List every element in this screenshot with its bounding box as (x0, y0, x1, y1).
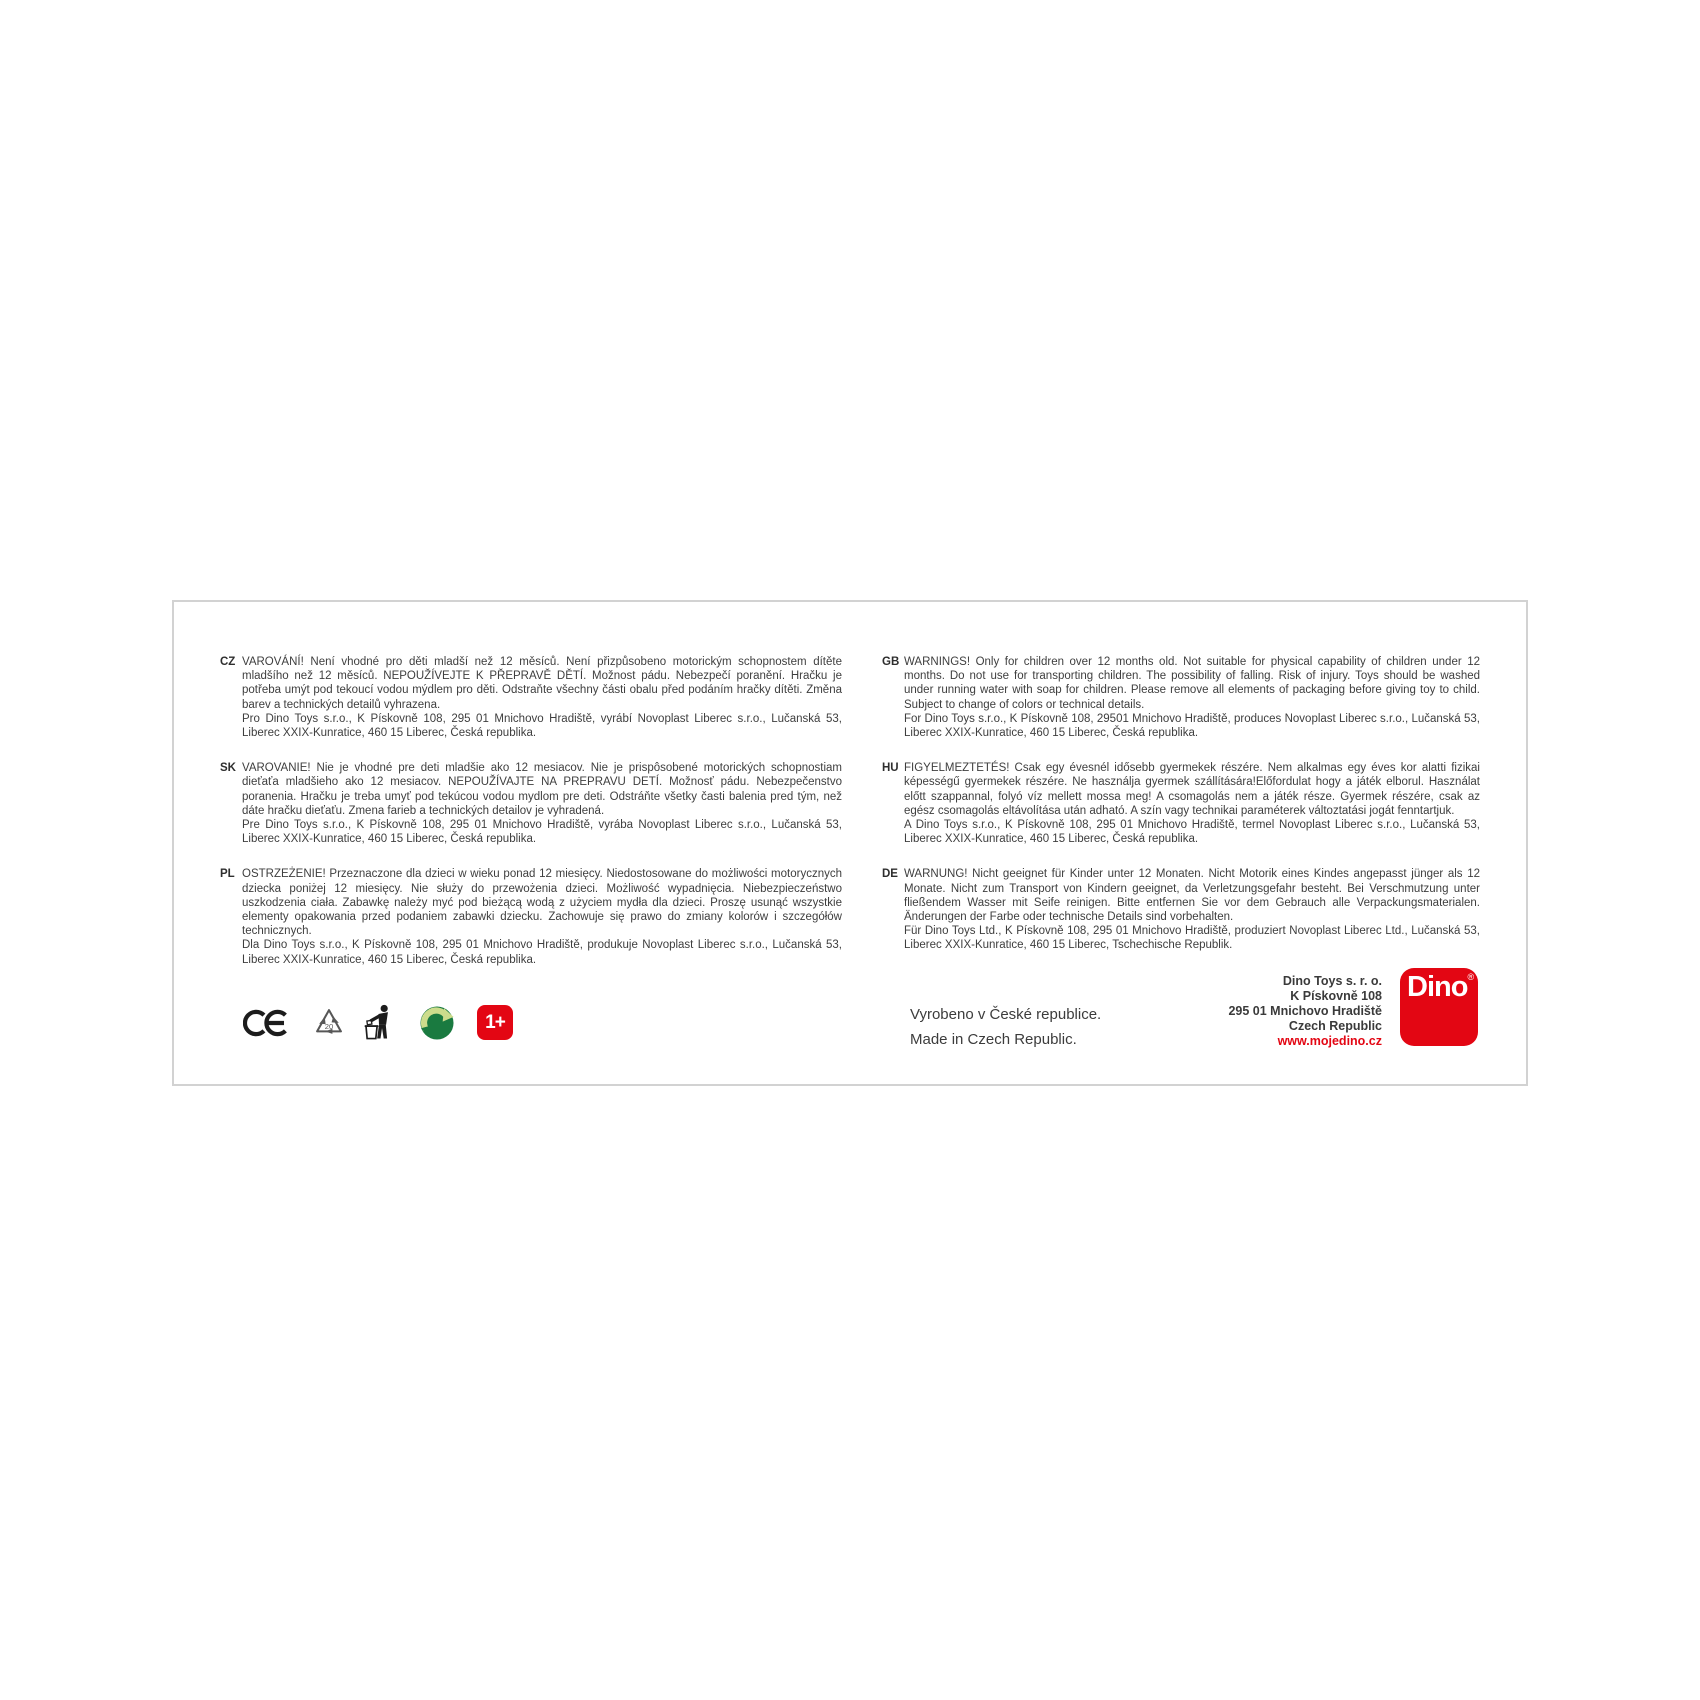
lang-code-sk: SK (220, 762, 236, 775)
made-in-line-en: Made in Czech Republic. (910, 1031, 1077, 1048)
recycling-symbol-icon (312, 1004, 346, 1040)
lang-text-hu (904, 761, 1480, 846)
lang-text-gb (904, 655, 1480, 740)
warning-text-hu: FIGYELMEZTETÉS! Csak egy évesnél idősebb gyermekek részére. Nem alkalmas egy éves kor alatti fizikai képességű gyermekek részére. Ne használja gyermek szállítására!Előfordulat hogy a játék elborul. Használat előtt szappannal, folyó víz mellett mossa meg! A csomagolás nem a játék része. Gyermek részére, csak az egész csomagolás eltávolítása után adható. A szín vagy technikai paraméterek változtatási jogát fenntartjuk. (904, 762, 1480, 817)
age-badge: 1+ (477, 1005, 513, 1040)
green-dot-icon (420, 1006, 454, 1040)
language-column-left (220, 655, 842, 988)
company-country: Czech Republic (1288, 1019, 1382, 1033)
company-name: Dino Toys s. r. o. (1282, 974, 1382, 988)
lang-text-de (904, 867, 1480, 952)
lang-block-pl (220, 867, 842, 966)
lang-code-gb: GB (882, 656, 900, 668)
recycle-code: 20 (324, 1022, 334, 1032)
dino-logo (1400, 968, 1478, 1046)
address-text-cz: Pro Dino Toys s.r.o., K Pískovně 108, 295 01 Mnichovo Hradiště, vyrábí Novoplast Liberec s.r.o., Lučanská 53, Liberec XXIX-Kunratice, 460 15 Liberec, Česká republika. (242, 712, 842, 740)
made-in-line-cz: Vyrobeno v České republice. (910, 1006, 1102, 1023)
lang-block-cz (220, 655, 842, 740)
warning-label-panel (172, 600, 1528, 1086)
registered-trademark-icon: ® (1467, 972, 1475, 982)
lang-block-gb (882, 655, 1480, 740)
lang-block-hu (882, 761, 1480, 846)
company-city: 295 01 Mnichovo Hradiště (1228, 1004, 1382, 1018)
warning-text-de: WARNUNG! Nicht geeignet für Kinder unter 12 Monaten. Nicht Motorik eines Kindes angepasst jünger als 12 Monate. Nicht zum Transport von Kindern geeignet, da Verletzungsgefahr besteht. Bei Verschmutzung unter fließendem Wasser mit Seife reinigen. Bitte entfernen Sie vor dem Gebrauch alle Verpackungsmaterialen. Änderungen der Farbe oder technische Details sind vorbehalten. (904, 868, 1480, 924)
lang-code-cz: CZ (220, 656, 236, 668)
lang-code-de: DE (882, 868, 898, 881)
lang-block-sk (220, 761, 842, 846)
warning-text-cz: VAROVÁNÍ! Není vhodné pro děti mladší než 12 měsíců. Není přizpůsobeno motorickým schopnostem dítěte mladšího než 12 měsíců. NEPOUŽÍVEJTE K PŘEPRAVĚ DĚTÍ. Možnost pádu. Nebezpečí poranění. Hračku je potřeba umýt pod tekoucí vodou mýdlem pro děti. Odstraňte všechny části obalu před podáním hračky dítěti. Změna barev a technických detailů vyhrazena. (242, 656, 842, 711)
address-text-pl: Dla Dino Toys s.r.o., K Pískovně 108, 295 01 Mnichovo Hradiště, produkuje Novoplast Liberec s.r.o., Lučanská 53, Liberec XXIX-Kunratice, 460 15 Liberec, Česká republika. (242, 939, 842, 966)
dino-logo-text: Dino (1407, 971, 1468, 1003)
company-address (1182, 974, 1382, 1049)
lang-text-sk (242, 761, 842, 846)
address-text-de: Für Dino Toys Ltd., K Pískovně 108, 295 01 Mnichovo Hradiště, produziert Novoplast Liberec Ltd., Lučanská 53, Liberec XXIX-Kunratice, 460 15 Liberec, Tschechische Republik. (904, 925, 1480, 952)
address-text-sk: Pre Dino Toys s.r.o., K Pískovně 108, 295 01 Mnichovo Hradiště, vyrába Novoplast Liberec s.r.o., Lučanská 53, Liberec XXIX-Kunratice, 460 15 Liberec, Česká republika. (242, 819, 842, 846)
lang-text-cz (242, 655, 842, 740)
lang-code-hu: HU (882, 762, 899, 775)
company-street: K Pískovně 108 (1290, 989, 1382, 1003)
address-text-gb: For Dino Toys s.r.o., K Pískovně 108, 29501 Mnichovo Hradiště, produces Novoplast Liberec s.r.o., Lučanská 53, Liberec XXIX-Kunratice, 460 15 Liberec, Česká republika. (904, 712, 1480, 740)
warning-text-sk: VAROVANIE! Nie je vhodné pre deti mladšie ako 12 mesiacov. Nie je prispôsobené motorických schopnostiam dieťaťa mladšieho ako 12 mesiacov. NEPOUŽÍVAJTE NA PREPRAVU DETÍ. Možnosť pádu. Nebezpečenstvo poranenia. Hračku je treba umyť pod tekúcou vodou mydlom pre deti. Odstráňte všetky časti balenia pred tým, než dáte hračku dieťaťu. Zmena farieb a technických detailov je vyhradená. (242, 762, 842, 817)
made-in-text (910, 1002, 1101, 1052)
address-text-hu: A Dino Toys s.r.o., K Pískovně 108, 295 01 Mnichovo Hradiště, termel Novoplast Liberec s.r.o., Lučanská 53, Liberec XXIX-Kunratice, 460 15 Liberec, Česká republika. (904, 819, 1480, 846)
language-column-right (882, 655, 1480, 974)
tidyman-icon (363, 1003, 395, 1041)
company-website: www.mojedino.cz (1277, 1034, 1382, 1048)
ce-mark-icon (243, 1005, 289, 1041)
lang-text-pl (242, 867, 842, 966)
warning-text-gb: WARNINGS! Only for children over 12 months old. Not suitable for physical capability of children under 12 months. Do not use for transporting children. The possibility of falling. Risk of injury. Toys should be washed under running water with soap for children. Please remove all elements of packaging before giving toy to child. Subject to change of colors or technical details. (904, 656, 1480, 711)
lang-code-pl: PL (220, 868, 235, 881)
lang-block-de (882, 867, 1480, 952)
warning-text-pl: OSTRZEŻENIE! Przeznaczone dla dzieci w wieku ponad 12 miesięcy. Niedostosowane do możliwości motorycznych dziecka poniżej 12 miesięcy. Nie służy do przewożenia dzieci. Możliwość wypadnięcia. Niebezpieczeństwo uszkodzenia ciała. Zabawkę należy myć pod bieżącą wodą z użyciem mydła dla dzieci. Proszę usunąć wszystkie elementy opakowania przed podaniem zabawki dziecku. Zachowuje się prawo do zmiany kolorów i szczegółów technicznych. (242, 868, 842, 938)
